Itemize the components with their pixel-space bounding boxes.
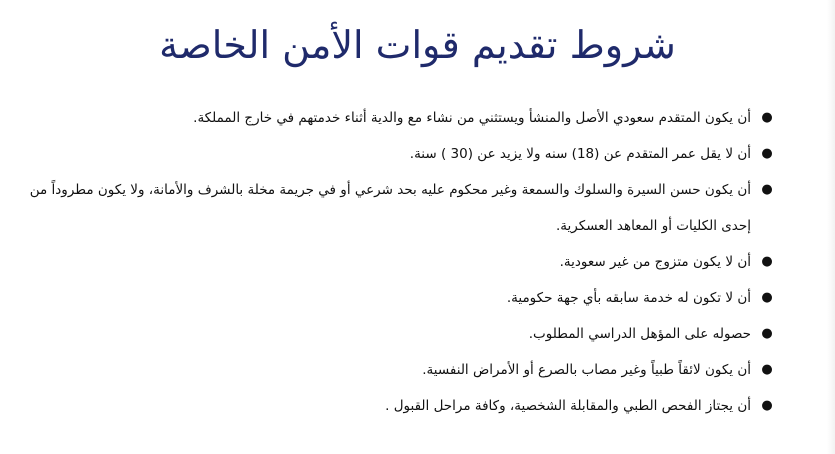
list-item bbox=[28, 100, 773, 136]
list-item bbox=[28, 244, 773, 280]
condition-text: أن يكون لائقاً طبياً وغير مصاب بالصرع أو الأمراض النفسية. bbox=[422, 362, 751, 378]
bullet-icon: ● bbox=[761, 398, 773, 413]
list-item bbox=[28, 280, 773, 316]
page-title: شروط تقديم قوات الأمن الخاصة bbox=[159, 23, 676, 67]
condition-text: أن لا يكون متزوج من غير سعودية. bbox=[559, 254, 751, 270]
bullet-icon: ● bbox=[761, 326, 773, 341]
list-item bbox=[28, 388, 773, 424]
condition-text: أن لا تكون له خدمة سابقه بأي جهة حكومية. bbox=[506, 290, 751, 306]
bullet-icon: ● bbox=[761, 146, 773, 161]
condition-text: أن لا يقل عمر المتقدم عن (18) سنه ولا يزيد عن (30 ) سنة. bbox=[409, 146, 751, 162]
condition-text: حصوله على المؤهل الدراسي المطلوب. bbox=[528, 326, 751, 342]
conditions-list bbox=[28, 100, 773, 424]
list-item bbox=[28, 136, 773, 172]
list-item bbox=[28, 316, 773, 352]
condition-text: أن يكون المتقدم سعودي الأصل والمنشأ ويستثني من نشاء مع والدية أثناء خدمتهم في خارج المملكة. bbox=[193, 110, 751, 126]
condition-text: أن يجتاز الفحص الطبي والمقابلة الشخصية، وكافة مراحل القبول . bbox=[385, 398, 751, 414]
bullet-icon: ● bbox=[761, 182, 773, 197]
page-edge-shadow bbox=[827, 0, 835, 454]
bullet-icon: ● bbox=[761, 110, 773, 125]
list-item bbox=[28, 172, 773, 244]
bullet-icon: ● bbox=[761, 290, 773, 305]
list-item bbox=[28, 352, 773, 388]
bullet-icon: ● bbox=[761, 362, 773, 377]
condition-text: أن يكون حسن السيرة والسلوك والسمعة وغير محكوم عليه بحد شرعي أو في جريمة مخلة بالشرف والأمانة، ولا يكون مطروداً من إحدى الكليات أو المعاهد العسكرية. bbox=[29, 182, 751, 234]
bullet-icon: ● bbox=[761, 254, 773, 269]
